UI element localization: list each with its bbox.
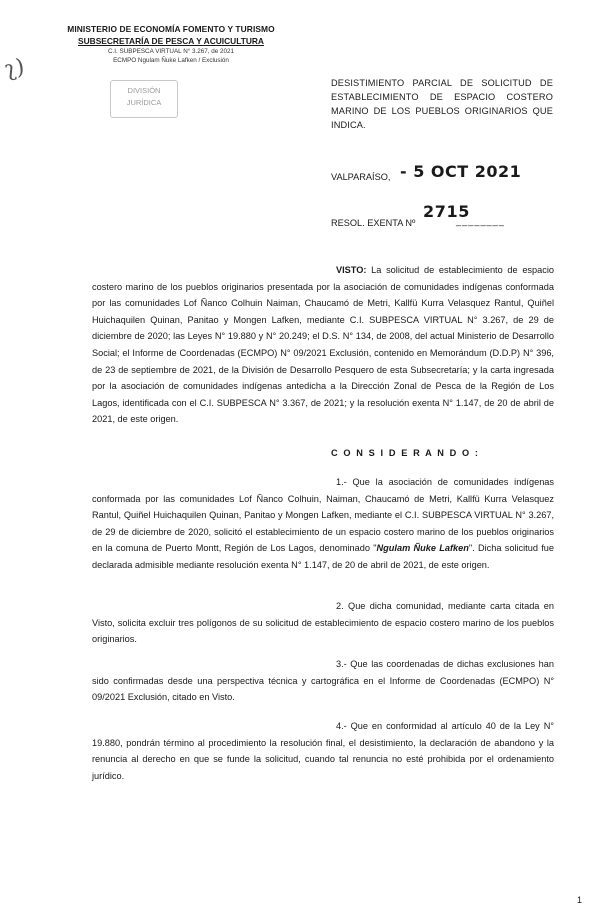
page-number: 1 bbox=[576, 895, 582, 905]
subsecretaria-name: SUBSECRETARÍA DE PESCA Y ACUICULTURA bbox=[78, 36, 264, 46]
place-label: VALPARAÍSO, bbox=[331, 172, 391, 182]
considerando-2-number: 2. bbox=[336, 601, 344, 611]
visto-text: La solicitud de establecimiento de espacio costero marino de los pueblos originarios presentada por la asociación de comunidades indígenas conformada por las comunidades Lof Ñanco Colhuin Naiman, Chaucamó de Metri, Kallfü Kurra Velasquez Rantul, Quiñel Huichaquilen Quinan, Panitao y Mongen Lafken, mediante C.I. SUBPESCA VIRTUAL N° 3.267, de 29 de diciembre de 2020; las Leyes N° 19.880 y N° 20.249; el D.S. N° 134, de 2008, del actual Ministerio de Desarrollo Social; el Informe de Coordenadas (ECMPO) N° 09/2021 Exclusión, contenido en Memorándum (D.D.P) N° 396, de 23 de septiembre de 2021, de la División de Desarrollo Pesquero de esta Subsecretaría; y la carta ingresada por la asociación de comunidades indígenas antedicha a la Dirección Zonal de Pesca de la Región de Los Lagos, identificada con el C.I. SUBPESCA N° 3.367, de 2021; y la resolución exenta N° 1.147, de 20 de abril de 2021, de este origen. bbox=[92, 265, 554, 425]
ministry-name: MINISTERIO DE ECONOMÍA FOMENTO Y TURISMO bbox=[67, 24, 275, 34]
considerando-2 bbox=[92, 598, 554, 648]
considerando-1-text-a: Que la asociación de comunidades indígenas conformada por las comunidades Lof Ñanco Colhuin, Naiman, Chaucamó de Metri, Kallfü Kurra Velasquez Rantul, Quiñel Huichaquilen Quinan, Panitao y Mongen Lafken, mediante el C.I. SUBPESCA VIRTUAL N° 3.267, de 29 de diciembre de 2020, solicitó el establecimiento de un espacio costero marino de los pueblos originarios en la comuna de Puerto Montt, Región de Los Lagos, denominado " bbox=[92, 477, 555, 554]
considerando-1-text-b: ". Dicha solicitud fue declarada admisible mediante resolución exenta N° 1.147, de 20 de abril de 2021, de este origen. bbox=[92, 543, 555, 570]
considerando-3 bbox=[92, 656, 554, 706]
resolution-underline: ________ bbox=[456, 216, 505, 226]
considerando-3-number: 3.- bbox=[336, 659, 347, 669]
stamp-line-1: DIVISIÓN bbox=[127, 86, 161, 95]
letterhead bbox=[46, 24, 296, 65]
date-stamp: - 5 OCT 2021 bbox=[400, 162, 522, 181]
division-stamp bbox=[110, 80, 178, 118]
resolution-label: RESOL. EXENTA Nº bbox=[331, 218, 416, 228]
considerando-3-paragraph bbox=[92, 656, 554, 706]
considerando-4-paragraph bbox=[92, 718, 554, 784]
ecmpo-name: Ngulam Ñuke Lafken bbox=[376, 543, 469, 554]
considerando-1 bbox=[92, 474, 554, 574]
considerando-heading: C O N S I D E R A N D O : bbox=[331, 448, 480, 458]
ci-reference: C.I. SUBPESCA VIRTUAL N° 3.267, de 2021 bbox=[107, 48, 235, 55]
stamp-line-2: JURÍDICA bbox=[126, 98, 162, 107]
considerando-3-text: Que las coordenadas de dichas exclusiones han sido confirmadas desde una perspectiva técnica y cartográfica en el Informe de Coordenadas (ECMPO) N° 09/2021 Exclusión, citado en Visto. bbox=[92, 659, 554, 703]
visto-paragraph bbox=[92, 262, 554, 428]
considerando-4-number: 4.- bbox=[336, 721, 347, 731]
considerando-4 bbox=[92, 718, 554, 784]
considerando-1-paragraph bbox=[92, 474, 554, 574]
margin-handwriting-mark: ʅ) bbox=[3, 54, 26, 83]
ecmpo-reference: ECMPO Ngulam Ñuke Lafken / Exclusión bbox=[113, 57, 229, 64]
document-title: DESISTIMIENTO PARCIAL DE SOLICITUD DE ESTABLECIMIENTO DE ESPACIO COSTERO MARINO DE LOS PUEBLOS ORIGINARIOS QUE INDICA. bbox=[331, 78, 553, 130]
resolution-number: 2715 bbox=[423, 202, 470, 221]
considerando-2-text: Que dicha comunidad, mediante carta citada en Visto, solicita excluir tres polígonos de su solicitud de establecimiento de espacio costero marino de los pueblos originarios. bbox=[92, 601, 554, 645]
visto-section bbox=[92, 262, 554, 428]
considerando-4-text: Que en conformidad al artículo 40 de la Ley N° 19.880, pondrán término al procedimiento la resolución final, el desistimiento, la declaración de abandono y la renuncia al derecho en que se funde la solicitud, cuando tal renuncia no esté prohibida por el ordenamiento jurídico. bbox=[92, 721, 554, 781]
visto-label: VISTO: bbox=[336, 265, 367, 275]
considerando-2-paragraph bbox=[92, 598, 554, 648]
considerando-1-number: 1.- bbox=[336, 477, 347, 487]
